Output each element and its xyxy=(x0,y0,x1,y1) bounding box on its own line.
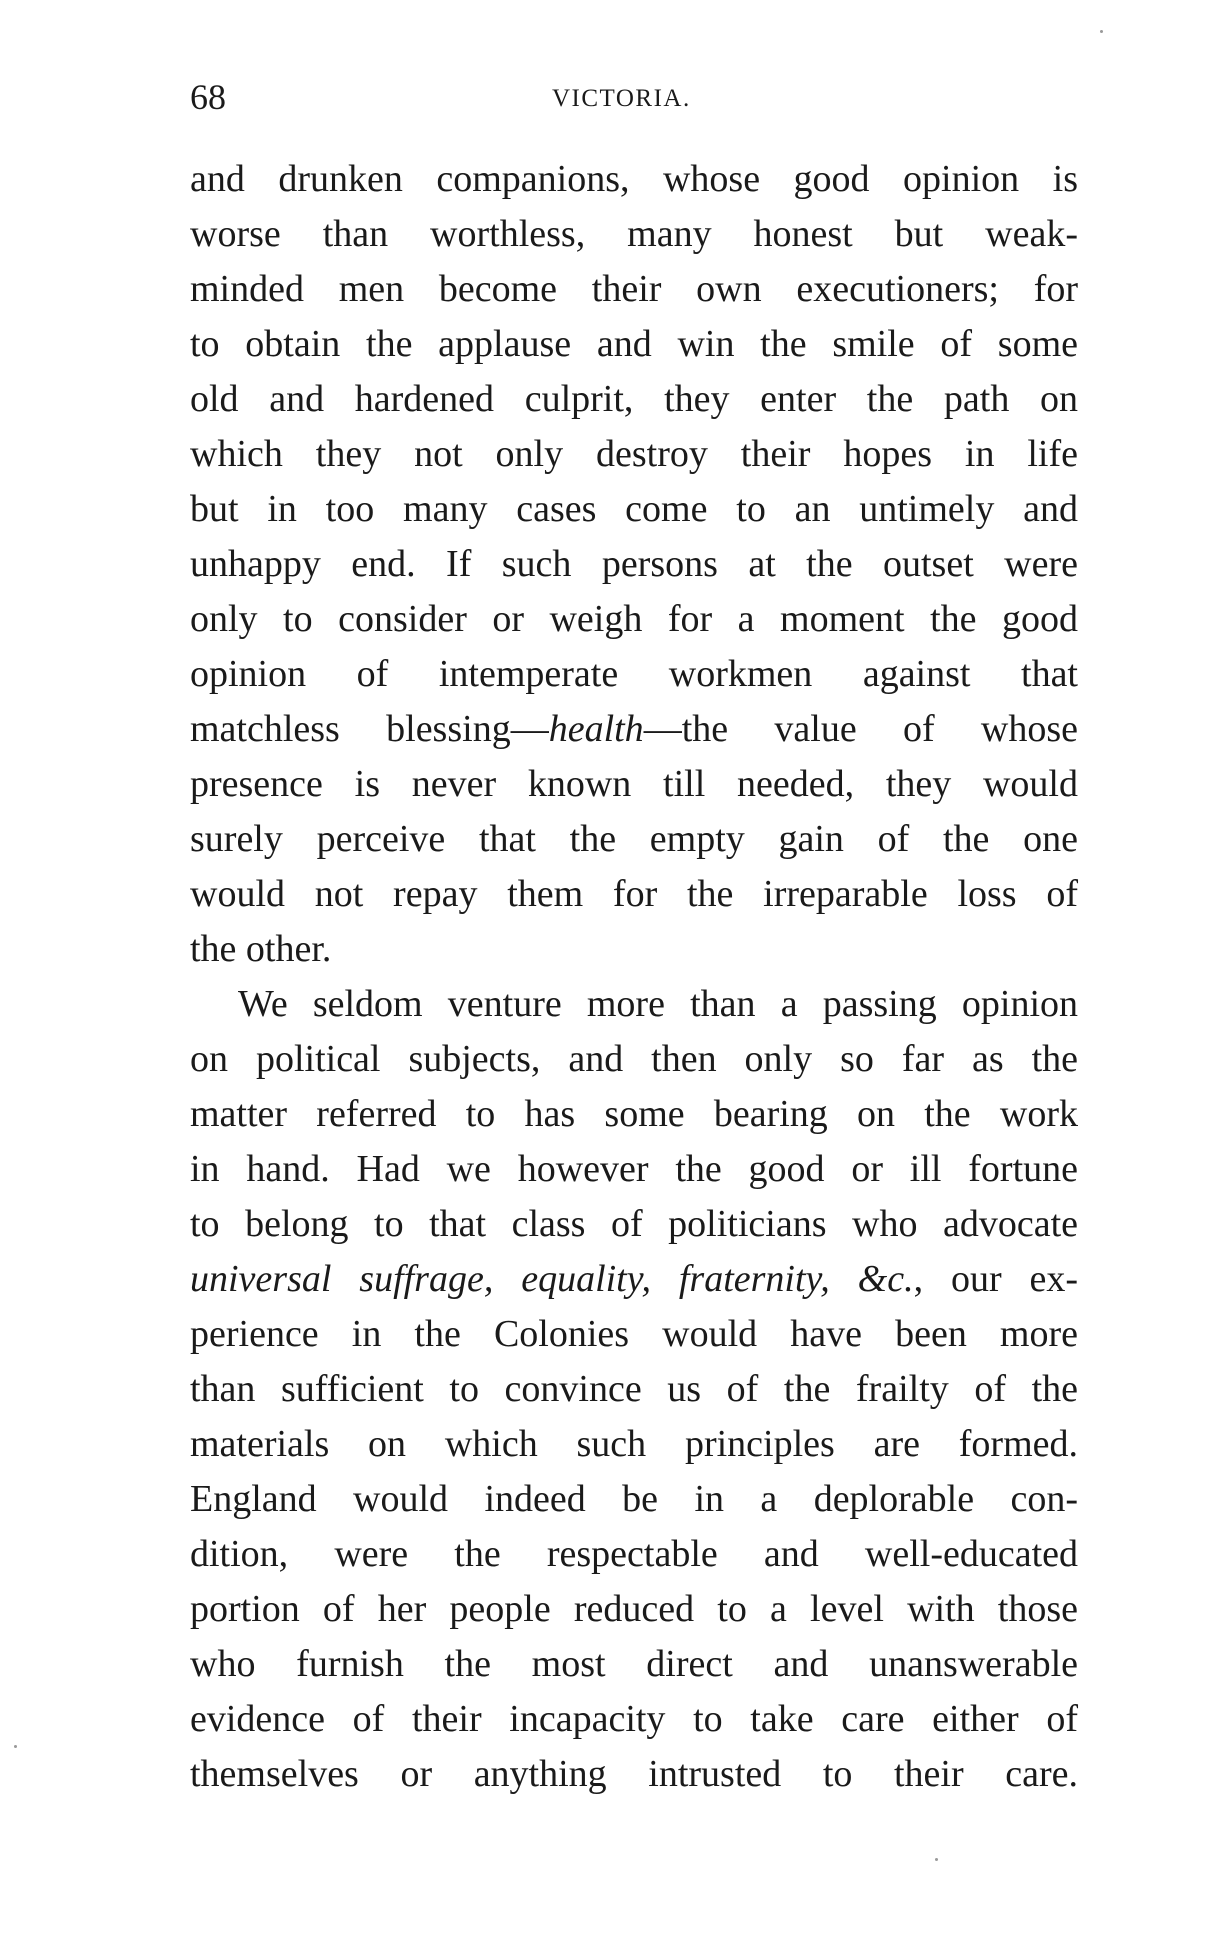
text-line: presence is never known till needed, they would xyxy=(190,763,1078,805)
text-line: perience in the Colonies would have been more xyxy=(190,1313,1078,1355)
text-line: would not repay them for the irreparable loss of xyxy=(190,873,1078,915)
paper-speck xyxy=(935,1858,938,1861)
text-line: only to consider or weigh for a moment the good xyxy=(190,598,1078,640)
paragraph-2 xyxy=(190,977,1078,1802)
text-line: evidence of their incapacity to take care either of xyxy=(190,1698,1078,1740)
text-line: who furnish the most direct and unanswerable xyxy=(190,1643,1078,1685)
text-line: old and hardened culprit, they enter the path on xyxy=(190,378,1078,420)
text-line: England would indeed be in a deplorable con- xyxy=(190,1478,1078,1520)
text-line: worse than worthless, many honest but weak- xyxy=(190,213,1078,255)
text-line: in hand. Had we however the good or ill fortune xyxy=(190,1148,1078,1190)
text-line: universal suffrage, equality, fraternity, &c., our ex- xyxy=(190,1258,1078,1300)
running-head xyxy=(190,72,1080,122)
text-line: and drunken companions, whose good opinion is xyxy=(190,158,1078,200)
running-title: VICTORIA. xyxy=(552,85,691,112)
page-number: 68 xyxy=(190,77,226,117)
text-line: matter referred to has some bearing on the work xyxy=(190,1093,1078,1135)
text-line: which they not only destroy their hopes in life xyxy=(190,433,1078,475)
text-line: matchless blessing—health—the value of whose xyxy=(190,708,1079,750)
text-line: to obtain the applause and win the smile of some xyxy=(190,323,1078,365)
paragraph-1 xyxy=(190,152,1078,977)
paper-speck xyxy=(14,1745,17,1748)
text-line: themselves or anything intrusted to their care. xyxy=(190,1753,1078,1795)
text-line: surely perceive that the empty gain of the one xyxy=(190,818,1078,860)
text-line: but in too many cases come to an untimely and xyxy=(190,488,1078,530)
text-line: opinion of intemperate workmen against that xyxy=(190,653,1078,695)
text-line: unhappy end. If such persons at the outset were xyxy=(190,543,1078,585)
text-line: We seldom venture more than a passing opinion xyxy=(238,983,1078,1025)
text-line: materials on which such principles are formed. xyxy=(190,1423,1078,1465)
body-text xyxy=(190,152,1078,1802)
text-line: to belong to that class of politicians who advocate xyxy=(190,1203,1078,1245)
text-line: portion of her people reduced to a level with those xyxy=(190,1588,1078,1630)
paper-speck xyxy=(1100,30,1103,33)
text-line: minded men become their own executioners; for xyxy=(190,268,1078,310)
text-line: than sufficient to convince us of the frailty of the xyxy=(190,1368,1078,1410)
text-line: the other. xyxy=(190,928,332,970)
text-line: dition, were the respectable and well-educated xyxy=(190,1533,1078,1575)
text-line: on political subjects, and then only so far as the xyxy=(190,1038,1078,1080)
